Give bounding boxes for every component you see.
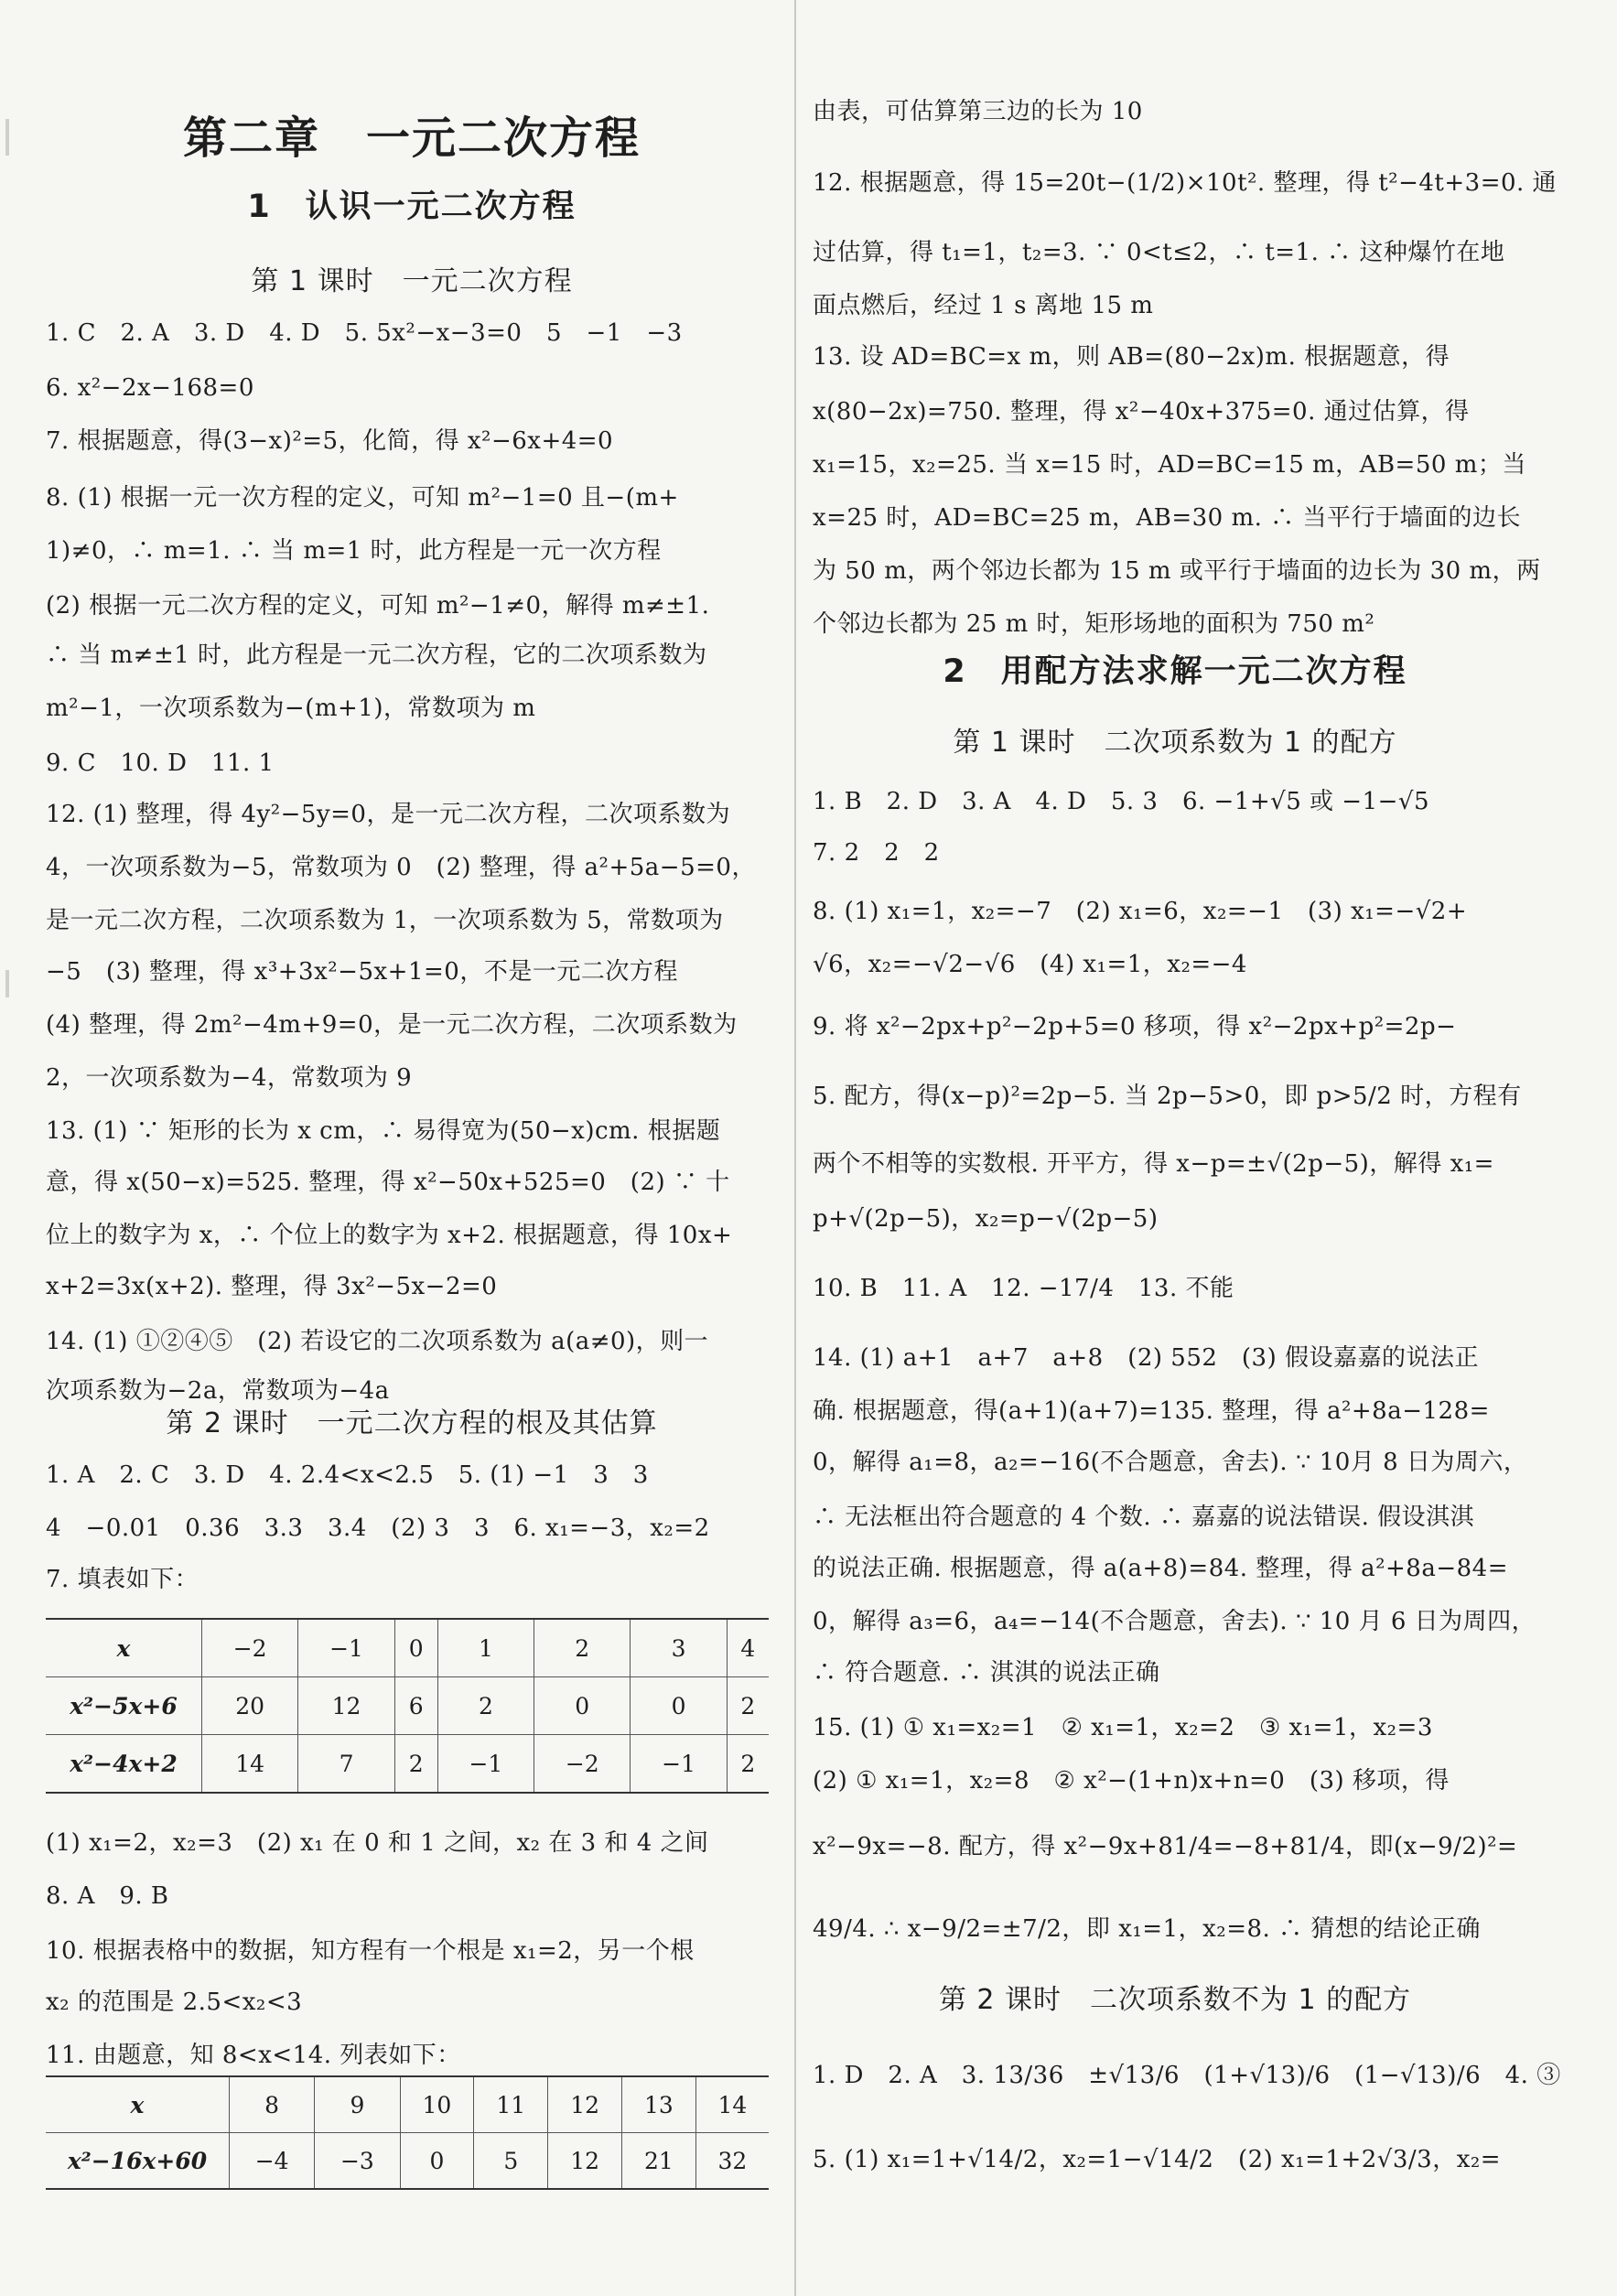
answer-line: 8. A 9. B bbox=[46, 1882, 169, 1910]
table-cell: −4 bbox=[230, 2133, 315, 2190]
answer-line: 面点燃后，经过 1 s 离地 15 m bbox=[813, 292, 1154, 319]
table-cell: 8 bbox=[230, 2076, 315, 2133]
table-cell: 14 bbox=[202, 1735, 298, 1794]
chapter-title: 第二章 一元二次方程 bbox=[182, 113, 641, 164]
table-cell: 4 bbox=[727, 1619, 769, 1677]
table-cell: −3 bbox=[315, 2133, 400, 2190]
answer-line: 10. B 11. A 12. −17/4 13. 不能 bbox=[813, 1275, 1234, 1302]
table-cell: 12 bbox=[548, 2133, 622, 2190]
answer-line: 4 −0.01 0.36 3.3 3.4 (2) 3 3 6. x₁=−3，x₂=2 bbox=[46, 1514, 710, 1542]
answer-line: 7. 根据题意，得(3−x)²=5，化简，得 x²−6x+4=0 bbox=[46, 427, 614, 455]
table-cell: 0 bbox=[631, 1677, 727, 1735]
answer-line: 15. (1) ① x₁=x₂=1 ② x₁=1，x₂=2 ③ x₁=1，x₂=3 bbox=[813, 1714, 1433, 1741]
answer-line: 的说法正确. 根据题意，得 a(a+8)=84. 整理，得 a²+8a−84= bbox=[813, 1555, 1508, 1582]
table-cell: 6 bbox=[394, 1677, 437, 1735]
table-cell: 0 bbox=[534, 1677, 631, 1735]
table-cell: 2 bbox=[437, 1677, 534, 1735]
table-cell: 2 bbox=[394, 1735, 437, 1794]
answer-line: 8. (1) 根据一元一次方程的定义，可知 m²−1=0 且−(m+ bbox=[46, 484, 679, 512]
table-cell: 13 bbox=[622, 2076, 696, 2133]
table-cell: −1 bbox=[631, 1735, 727, 1794]
table-cell: 9 bbox=[315, 2076, 400, 2133]
answer-line: 过估算，得 t₁=1，t₂=3. ∵ 0<t≤2，∴ t=1. ∴ 这种爆竹在地 bbox=[813, 239, 1505, 266]
table-cell: x bbox=[46, 1619, 202, 1677]
answer-line: 位上的数字为 x，∴ 个位上的数字为 x+2. 根据题意，得 10x+ bbox=[46, 1222, 733, 1249]
section1-title: 1 认识一元二次方程 bbox=[247, 189, 577, 225]
answer-line: (4) 整理，得 2m²−4m+9=0，是一元二次方程，二次项系数为 bbox=[46, 1011, 738, 1039]
answer-line: 次项系数为−2a，常数项为−4a bbox=[46, 1377, 390, 1405]
column-divider bbox=[794, 0, 796, 2296]
table-cell: x bbox=[46, 2076, 230, 2133]
table-cell: −1 bbox=[298, 1619, 394, 1677]
answer-line: 11. 由题意，知 8<x<14. 列表如下： bbox=[46, 2042, 461, 2069]
table-cell: 2 bbox=[534, 1619, 631, 1677]
answer-line: x²−9x=−8. 配方，得 x²−9x+81/4=−8+81/4，即(x−9/2)²= bbox=[813, 1833, 1518, 1860]
s2-lesson2-title: 第 2 课时 二次项系数不为 1 的配方 bbox=[938, 1984, 1412, 2016]
answer-line: 1)≠0，∴ m=1. ∴ 当 m=1 时，此方程是一元一次方程 bbox=[46, 537, 662, 565]
answer-line: 5. (1) x₁=1+√14/2，x₂=1−√14/2 (2) x₁=1+2√3/3，x₂= bbox=[813, 2146, 1502, 2173]
table-cell: x²−16x+60 bbox=[46, 2133, 230, 2190]
answer-line: −5 (3) 整理，得 x³+3x²−5x+1=0，不是一元二次方程 bbox=[46, 958, 678, 986]
answer-line: 1. C 2. A 3. D 4. D 5. 5x²−x−3=0 5 −1 −3 bbox=[46, 319, 683, 347]
table-cell: −2 bbox=[534, 1735, 631, 1794]
table-cell: 11 bbox=[474, 2076, 548, 2133]
answer-line: x₂ 的范围是 2.5<x₂<3 bbox=[46, 1989, 303, 2016]
answer-line: √6，x₂=−√2−√6 (4) x₁=1，x₂=−4 bbox=[813, 951, 1247, 978]
table-cell: 32 bbox=[695, 2133, 769, 2190]
table-cell: −2 bbox=[202, 1619, 298, 1677]
table-row bbox=[46, 1619, 769, 1677]
table-cell: 5 bbox=[474, 2133, 548, 2190]
answer-line: ∴ 当 m≠±1 时，此方程是一元二次方程，它的二次项系数为 bbox=[46, 641, 707, 669]
s2-lesson1-title: 第 1 课时 二次项系数为 1 的配方 bbox=[953, 727, 1397, 759]
s1-lesson2-title: 第 2 课时 一元二次方程的根及其估算 bbox=[166, 1407, 658, 1439]
answer-line: 49/4. ∴ x−9/2=±7/2，即 x₁=1，x₂=8. ∴ 猜想的结论正确 bbox=[813, 1915, 1481, 1943]
answer-line: 14. (1) ①②④⑤ (2) 若设它的二次项系数为 a(a≠0)，则一 bbox=[46, 1328, 709, 1355]
table-cell: x²−5x+6 bbox=[46, 1677, 202, 1735]
answer-line: 13. 设 AD=BC=x m，则 AB=(80−2x)m. 根据题意，得 bbox=[813, 343, 1450, 371]
section2-title: 2 用配方法求解一元二次方程 bbox=[943, 653, 1407, 690]
answer-line: x+2=3x(x+2). 整理，得 3x²−5x−2=0 bbox=[46, 1273, 498, 1300]
answer-line: 1. D 2. A 3. 13/36 ±√13/6 (1+√13)/6 (1−√13)/6 4. ③ bbox=[813, 2062, 1561, 2089]
table-row bbox=[46, 1735, 769, 1794]
answer-line: 0，解得 a₁=8，a₂=−16(不合题意，舍去). ∵ 10月 8 日为周六， bbox=[813, 1449, 1528, 1476]
answer-line: 9. C 10. D 11. 1 bbox=[46, 749, 275, 777]
answer-line: 8. (1) x₁=1，x₂=−7 (2) x₁=6，x₂=−1 (3) x₁=−√2+ bbox=[813, 898, 1468, 925]
answer-line: 9. 将 x²−2px+p²−2p+5=0 移项，得 x²−2px+p²=2p− bbox=[813, 1013, 1457, 1040]
table-cell: 20 bbox=[202, 1677, 298, 1735]
answer-line: (1) x₁=2，x₂=3 (2) x₁ 在 0 和 1 之间，x₂ 在 3 和 4 之间 bbox=[46, 1829, 709, 1857]
table-cell: 12 bbox=[548, 2076, 622, 2133]
table-cell: 12 bbox=[298, 1677, 394, 1735]
answer-line: 由表，可估算第三边的长为 10 bbox=[813, 98, 1143, 125]
answer-line: 12. (1) 整理，得 4y²−5y=0，是一元二次方程，二次项系数为 bbox=[46, 801, 730, 828]
answer-line: 个邻边长都为 25 m 时，矩形场地的面积为 750 m² bbox=[813, 610, 1375, 638]
answer-line: x₁=15，x₂=25. 当 x=15 时，AD=BC=15 m，AB=50 m；当 bbox=[813, 451, 1526, 479]
answer-line: 2，一次项系数为−4，常数项为 9 bbox=[46, 1064, 413, 1092]
table-cell: 0 bbox=[400, 2133, 474, 2190]
table-cell: −1 bbox=[437, 1735, 534, 1794]
answer-line: 是一元二次方程，二次项系数为 1，一次项系数为 5，常数项为 bbox=[46, 907, 724, 934]
table-row bbox=[46, 2133, 769, 2190]
table-cell: 1 bbox=[437, 1619, 534, 1677]
answer-line: 7. 2 2 2 bbox=[813, 839, 940, 867]
answer-line: 10. 根据表格中的数据，知方程有一个根是 x₁=2，另一个根 bbox=[46, 1937, 695, 1965]
answer-line: 确. 根据题意，得(a+1)(a+7)=135. 整理，得 a²+8a−128= bbox=[813, 1397, 1490, 1425]
binding-edge-mark bbox=[5, 119, 9, 156]
table-cell: 7 bbox=[298, 1735, 394, 1794]
table-cell: 10 bbox=[400, 2076, 474, 2133]
answer-line: p+√(2p−5)，x₂=p−√(2p−5) bbox=[813, 1205, 1159, 1233]
answer-line: x(80−2x)=750. 整理，得 x²−40x+375=0. 通过估算，得 bbox=[813, 398, 1470, 426]
answer-line: (2) ① x₁=1，x₂=8 ② x²−(1+n)x+n=0 (3) 移项，得 bbox=[813, 1767, 1450, 1795]
answer-line: 0，解得 a₃=6，a₄=−14(不合题意，舍去). ∵ 10 月 6 日为周四， bbox=[813, 1608, 1536, 1635]
answer-line: m²−1，一次项系数为−(m+1)，常数项为 m bbox=[46, 695, 536, 722]
value-table-2 bbox=[46, 2075, 769, 2190]
value-table-1 bbox=[46, 1618, 769, 1794]
answer-line: 1. A 2. C 3. D 4. 2.4<x<2.5 5. (1) −1 3 3 bbox=[46, 1461, 649, 1489]
answer-line: 14. (1) a+1 a+7 a+8 (2) 552 (3) 假设嘉嘉的说法正 bbox=[813, 1344, 1480, 1372]
table-cell: 14 bbox=[695, 2076, 769, 2133]
table-cell: 3 bbox=[631, 1619, 727, 1677]
table-row bbox=[46, 1677, 769, 1735]
answer-line: (2) 根据一元二次方程的定义，可知 m²−1≠0，解得 m≠±1. bbox=[46, 592, 710, 620]
answer-line: x=25 时，AD=BC=25 m，AB=30 m. ∴ 当平行于墙面的边长 bbox=[813, 504, 1521, 532]
answer-line: 12. 根据题意，得 15=20t−(1/2)×10t². 整理，得 t²−4t+3=0. 通 bbox=[813, 169, 1558, 197]
table-cell: 21 bbox=[622, 2133, 696, 2190]
s1-lesson1-title: 第 1 课时 一元二次方程 bbox=[251, 265, 573, 297]
answer-line: 7. 填表如下： bbox=[46, 1566, 199, 1593]
answer-line: 为 50 m，两个邻边长都为 15 m 或平行于墙面的边长为 30 m，两 bbox=[813, 557, 1541, 585]
answer-line: 13. (1) ∵ 矩形的长为 x cm，∴ 易得宽为(50−x)cm. 根据题 bbox=[46, 1117, 721, 1145]
answer-line: 1. B 2. D 3. A 4. D 5. 3 6. −1+√5 或 −1−√5 bbox=[813, 788, 1430, 815]
answer-line: 6. x²−2x−168=0 bbox=[46, 374, 254, 402]
table-cell: 0 bbox=[394, 1619, 437, 1677]
binding-edge-mark bbox=[5, 970, 9, 997]
table-cell: 2 bbox=[727, 1735, 769, 1794]
answer-line: 意，得 x(50−x)=525. 整理，得 x²−50x+525=0 (2) ∵ 十 bbox=[46, 1169, 730, 1196]
table-cell: x²−4x+2 bbox=[46, 1735, 202, 1794]
answer-line: ∴ 符合题意. ∴ 淇淇的说法正确 bbox=[813, 1659, 1160, 1687]
table-row bbox=[46, 2076, 769, 2133]
answer-line: 4，一次项系数为−5，常数项为 0 (2) 整理，得 a²+5a−5=0， bbox=[46, 854, 756, 881]
answer-line: 5. 配方，得(x−p)²=2p−5. 当 2p−5>0，即 p>5/2 时，方程有 bbox=[813, 1083, 1522, 1110]
answer-line: 两个不相等的实数根. 开平方，得 x−p=±√(2p−5)，解得 x₁= bbox=[813, 1150, 1494, 1178]
table-cell: 2 bbox=[727, 1677, 769, 1735]
answer-line: ∴ 无法框出符合题意的 4 个数. ∴ 嘉嘉的说法错误. 假设淇淇 bbox=[813, 1504, 1475, 1531]
